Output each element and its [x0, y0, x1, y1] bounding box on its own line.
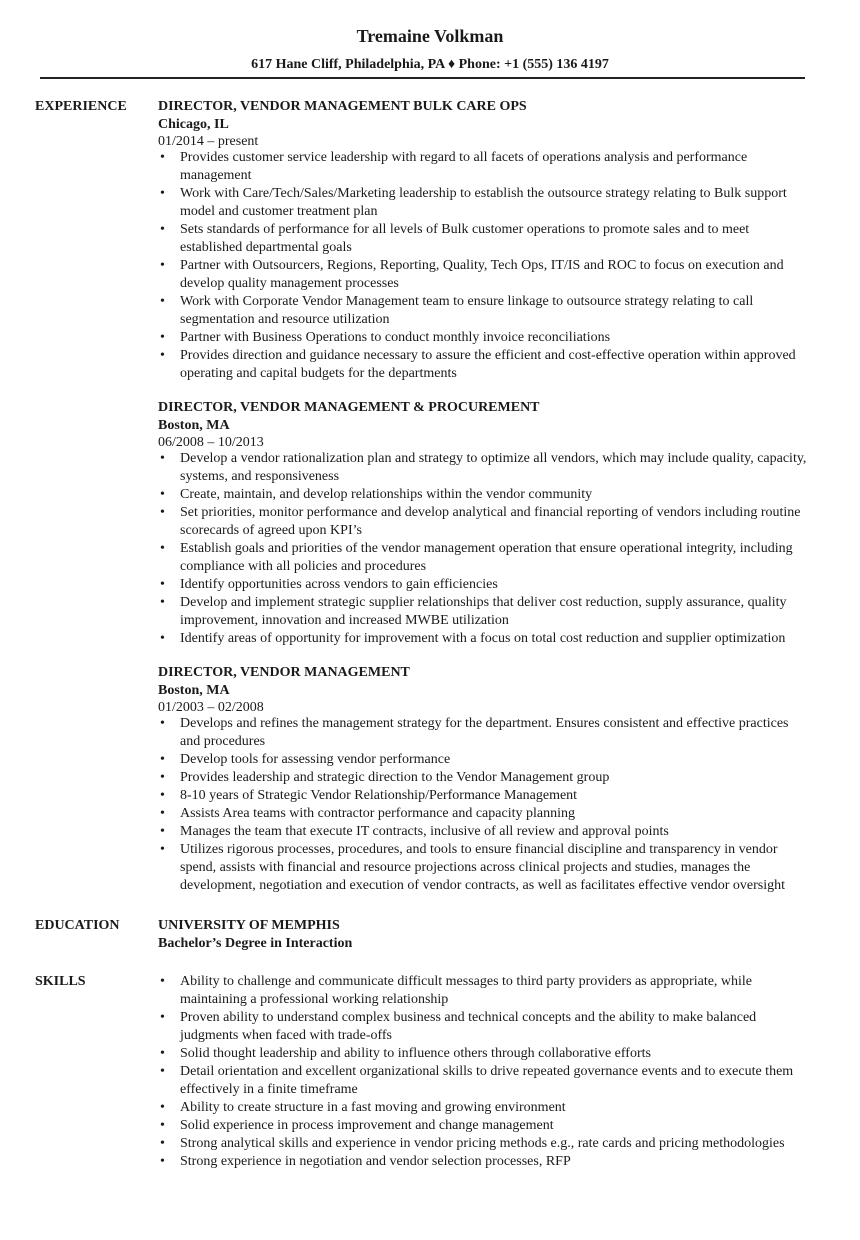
- section-label-experience: EXPERIENCE: [35, 99, 127, 114]
- degree: Bachelor’s Degree in Interaction: [158, 936, 353, 951]
- list-item: • Develop and implement strategic supplier relationships that deliver cost reduction, supply assurance, quality improvement, innovation and increased MWBE utilization: [158, 594, 808, 630]
- list-item: • Solid experience in process improvement and change management: [158, 1117, 808, 1135]
- job-title: DIRECTOR, VENDOR MANAGEMENT: [158, 665, 410, 680]
- list-item: • Ability to challenge and communicate difficult messages to third party providers as appropriate, while maintaining a professional working relationship: [158, 973, 808, 1009]
- list-item: • Work with Corporate Vendor Management team to ensure linkage to outsource strategy relating to call segmentation and resource utilization: [158, 293, 808, 329]
- list-item: • Assists Area teams with contractor performance and capacity planning: [158, 805, 808, 823]
- section-label-skills: SKILLS: [35, 974, 86, 989]
- list-item: • Manages the team that execute IT contracts, inclusive of all review and approval points: [158, 823, 808, 841]
- candidate-name: Tremaine Volkman: [356, 26, 504, 46]
- list-item: • Identify areas of opportunity for improvement with a focus on total cost reduction and supplier optimization: [158, 630, 808, 648]
- list-item: • Detail orientation and excellent organizational skills to drive repeated governance events and to execute them effectively in a finite timeframe: [158, 1063, 808, 1099]
- contact-line: 617 Hane Cliff, Philadelphia, PA ♦ Phone: +1 (555) 136 4197: [251, 57, 609, 72]
- list-item: • Develop a vendor rationalization plan and strategy to optimize all vendors, which may include quality, capacity, systems, and responsiveness: [158, 450, 808, 486]
- list-item: • Strong experience in negotiation and vendor selection processes, RFP: [158, 1153, 808, 1171]
- school-name: UNIVERSITY OF MEMPHIS: [158, 918, 340, 933]
- list-item: • Strong analytical skills and experience in vendor pricing methods e.g., rate cards and pricing methodologies: [158, 1135, 808, 1153]
- list-item: • Establish goals and priorities of the vendor management operation that ensure operational integrity, including compliance with all policies and procedures: [158, 540, 808, 576]
- list-item: • Partner with Outsourcers, Regions, Reporting, Quality, Tech Ops, IT/IS and ROC to focus on execution and develop quality management processes: [158, 257, 808, 293]
- list-item: • Identify opportunities across vendors to gain efficiencies: [158, 576, 808, 594]
- list-item: • Utilizes rigorous processes, procedures, and tools to ensure financial discipline and transparency in vendor spend, assists with financial and resource projections across clinical projects and studies, manages the development, negotiation and execution of vendor contracts, as well as facilitates effective vendor oversight: [158, 841, 808, 895]
- list-item: • Proven ability to understand complex business and technical concepts and the ability to make balanced judgments when faced with trade-offs: [158, 1009, 808, 1045]
- job-dates: 06/2008 – 10/2013: [158, 435, 264, 450]
- section-label-education: EDUCATION: [35, 918, 120, 933]
- job-entry: [158, 399, 808, 648]
- list-item: • Sets standards of performance for all levels of Bulk customer operations to promote sales and to meet established departmental goals: [158, 221, 808, 257]
- resume-content: [0, 98, 860, 1171]
- list-item: • Provides customer service leadership with regard to all facets of operations analysis and performance management: [158, 149, 808, 185]
- job-dates: 01/2014 – present: [158, 134, 259, 149]
- list-item: • Set priorities, monitor performance and develop analytical and financial reporting of vendors including routine scorecards of agreed upon KPI’s: [158, 504, 808, 540]
- skills-section: [0, 973, 860, 1171]
- experience-section: [0, 98, 860, 895]
- job-bullets: [158, 450, 808, 648]
- list-item: • Provides direction and guidance necessary to assure the efficient and cost-effective operation within approved operating and capital budgets for the departments: [158, 347, 808, 383]
- resume-header: [0, 0, 860, 74]
- job-bullets: [158, 149, 808, 383]
- education-section: [0, 917, 860, 953]
- job-entry: [158, 664, 808, 895]
- job-dates: 01/2003 – 02/2008: [158, 700, 264, 715]
- job-title: DIRECTOR, VENDOR MANAGEMENT BULK CARE OPS: [158, 99, 527, 114]
- job-bullets: [158, 715, 808, 895]
- list-item: • Develops and refines the management strategy for the department. Ensures consistent and effective practices and procedures: [158, 715, 808, 751]
- list-item: • Partner with Business Operations to conduct monthly invoice reconciliations: [158, 329, 808, 347]
- header-divider: [40, 77, 805, 79]
- list-item: • Work with Care/Tech/Sales/Marketing leadership to establish the outsource strategy relating to Bulk support model and customer treatment plan: [158, 185, 808, 221]
- list-item: • Create, maintain, and develop relationships within the vendor community: [158, 486, 808, 504]
- list-item: • 8-10 years of Strategic Vendor Relationship/Performance Management: [158, 787, 808, 805]
- job-location: Chicago, IL: [158, 117, 229, 132]
- job-title: DIRECTOR, VENDOR MANAGEMENT & PROCUREMENT: [158, 400, 540, 415]
- list-item: • Provides leadership and strategic direction to the Vendor Management group: [158, 769, 808, 787]
- job-location: Boston, MA: [158, 418, 230, 433]
- job-location: Boston, MA: [158, 683, 230, 698]
- list-item: • Ability to create structure in a fast moving and growing environment: [158, 1099, 808, 1117]
- list-item: • Develop tools for assessing vendor performance: [158, 751, 808, 769]
- job-entry: [158, 98, 808, 383]
- list-item: • Solid thought leadership and ability to influence others through collaborative efforts: [158, 1045, 808, 1063]
- skills-bullets: [158, 973, 808, 1171]
